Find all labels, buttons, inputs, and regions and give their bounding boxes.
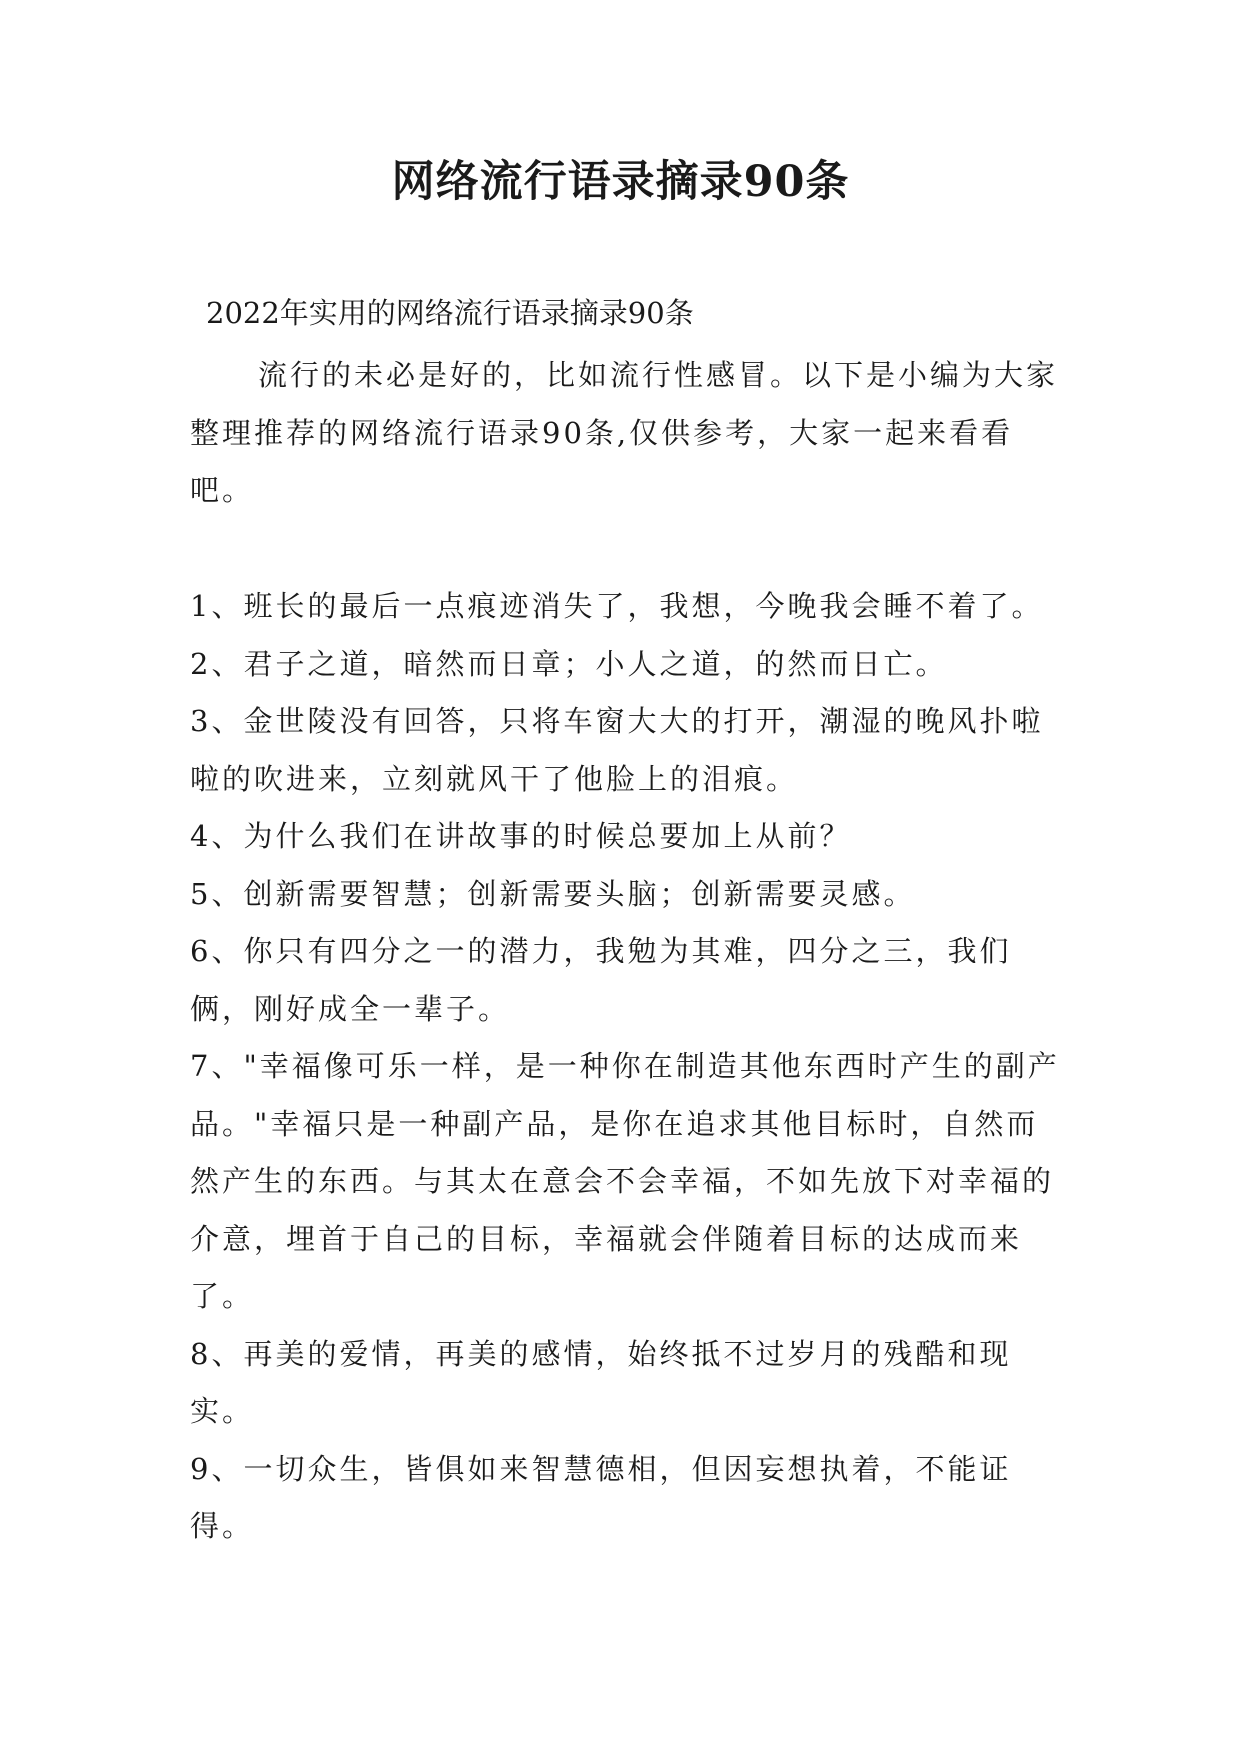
list-item: 5、创新需要智慧；创新需要头脑；创新需要灵感。 [190,876,916,911]
list-item: 7、"幸福像可乐一样，是一种你在制造其他东西时产生的副产品。"幸福只是一种副产品，是你在追求其他目标时，自然而然产生的东西。与其太在意会不会幸福，不如先放下对幸福的介意，埋首于自己的目标，幸福就会伴随着目标的达成而来了。 [190,1049,1060,1313]
list-item: 6、你只有四分之一的潜力，我勉为其难，四分之三，我们俩，刚好成全一辈子。 [190,934,1012,1026]
list-item: 9、一切众生，皆俱如来智慧德相，但因妄想执着，不能证得。 [190,1451,1012,1543]
list-item: 8、再美的爱情，再美的感情，始终抵不过岁月的残酷和现实。 [190,1336,1012,1428]
list-item: 1、班长的最后一点痕迹消失了，我想，今晚我会睡不着了。 [190,589,1044,623]
document-title: 网络流行语录摘录90条 [391,157,850,207]
list-item: 2、君子之道，暗然而日章；小人之道，的然而日亡。 [190,646,948,681]
intro-paragraph: 流行的未必是好的，比如流行性感冒。以下是小编为大家整理推荐的网络流行语录90条,仅供参考，大家一起来看看吧。 [190,358,1059,507]
document-subtitle: 2022年实用的网络流行语录摘录90条 [206,296,694,330]
quote-list [190,578,1060,1556]
list-item: 4、为什么我们在讲故事的时候总要加上从前？ [190,819,852,853]
list-item: 3、金世陵没有回答，只将车窗大大的打开，潮湿的晚风扑啦啦的吹进来，立刻就风干了他脸上的泪痕。 [190,704,1044,796]
